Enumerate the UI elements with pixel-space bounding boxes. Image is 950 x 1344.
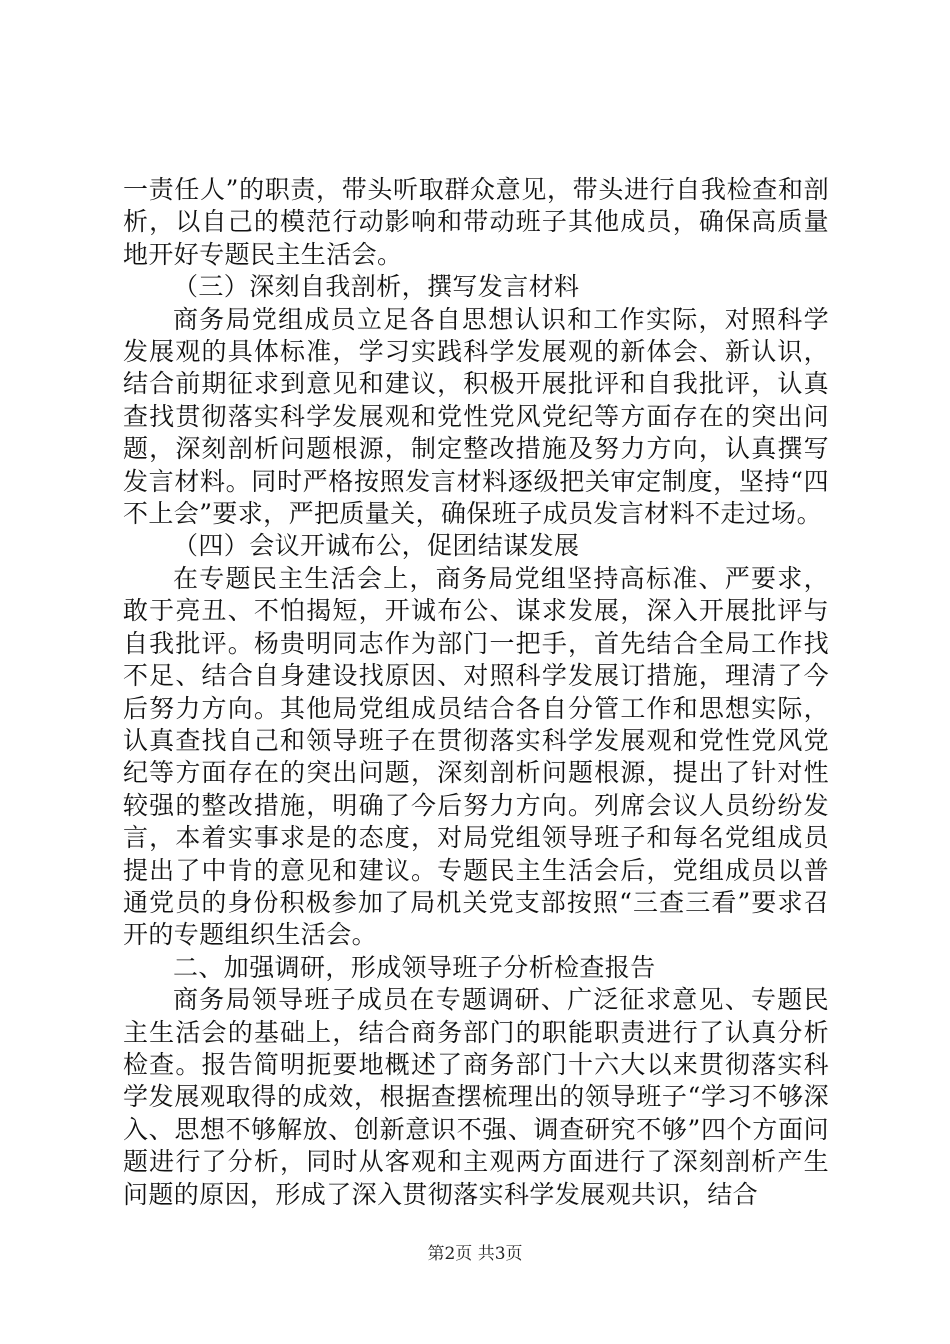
part-2-heading: 二、加强调研，形成领导班子分析检查报告 [173, 952, 656, 982]
document-body [123, 174, 829, 1211]
lead-paragraph: 一责任人”的职责，带头听取群众意见，带头进行自我检查和剖析，以自己的模范行动影响和带动班子其他成员，确保高质量地开好专题民主生活会。 [123, 175, 829, 269]
section-4-heading: （四）会议开诚布公，促团结谋发展 [173, 531, 580, 561]
part-2-paragraph: 商务局领导班子成员在专题调研、广泛征求意见、专题民主生活会的基础上，结合商务部门的职能职责进行了认真分析检查。报告简明扼要地概述了商务部门十六大以来贯彻落实科学发展观取得的成效，根据查摆梳理出的领导班子“学习不够深入、思想不够解放、创新意识不强、调查研究不够”四个方面问题进行了分析，同时从客观和主观两方面进行了深刻剖析产生问题的原因，形成了深入贯彻落实科学发展观共识，结合 [123, 985, 829, 1209]
section-3-heading: （三）深刻自我剖析，撰写发言材料 [173, 272, 580, 302]
page-number-footer: 第2页 共3页 [427, 1244, 523, 1264]
section-3-paragraph: 商务局党组成员立足各自思想认识和工作实际，对照科学发展观的具体标准，学习实践科学发展观的新体会、新认识，结合前期征求到意见和建议，积极开展批评和自我批评，认真查找贯彻落实科学发展观和党性党风党纪等方面存在的突出问题，深刻剖析问题根源，制定整改措施及努力方向，认真撰写发言材料。同时严格按照发言材料逐级把关审定制度，坚持“四不上会”要求，严把质量关，确保班子成员发言材料不走过场。 [123, 304, 829, 529]
section-4-paragraph: 在专题民主生活会上，商务局党组坚持高标准、严要求，敢于亮丑、不怕揭短，开诚布公、谋求发展，深入开展批评与自我批评。杨贵明同志作为部门一把手，首先结合全局工作找不足、结合自身建设找原因、对照科学发展订措施，理清了今后努力方向。其他局党组成员结合各自分管工作和思想实际，认真查找自己和领导班子在贯彻落实科学发展观和党性党风党纪等方面存在的突出问题，深刻剖析问题根源，提出了针对性较强的整改措施，明确了今后努力方向。列席会议人员纷纷发言，本着实事求是的态度，对局党组领导班子和每名党组成员提出了中肯的意见和建议。专题民主生活会后，党组成员以普通党员的身份积极参加了局机关党支部按照“三查三看”要求召开的专题组织生活会。 [123, 563, 829, 950]
